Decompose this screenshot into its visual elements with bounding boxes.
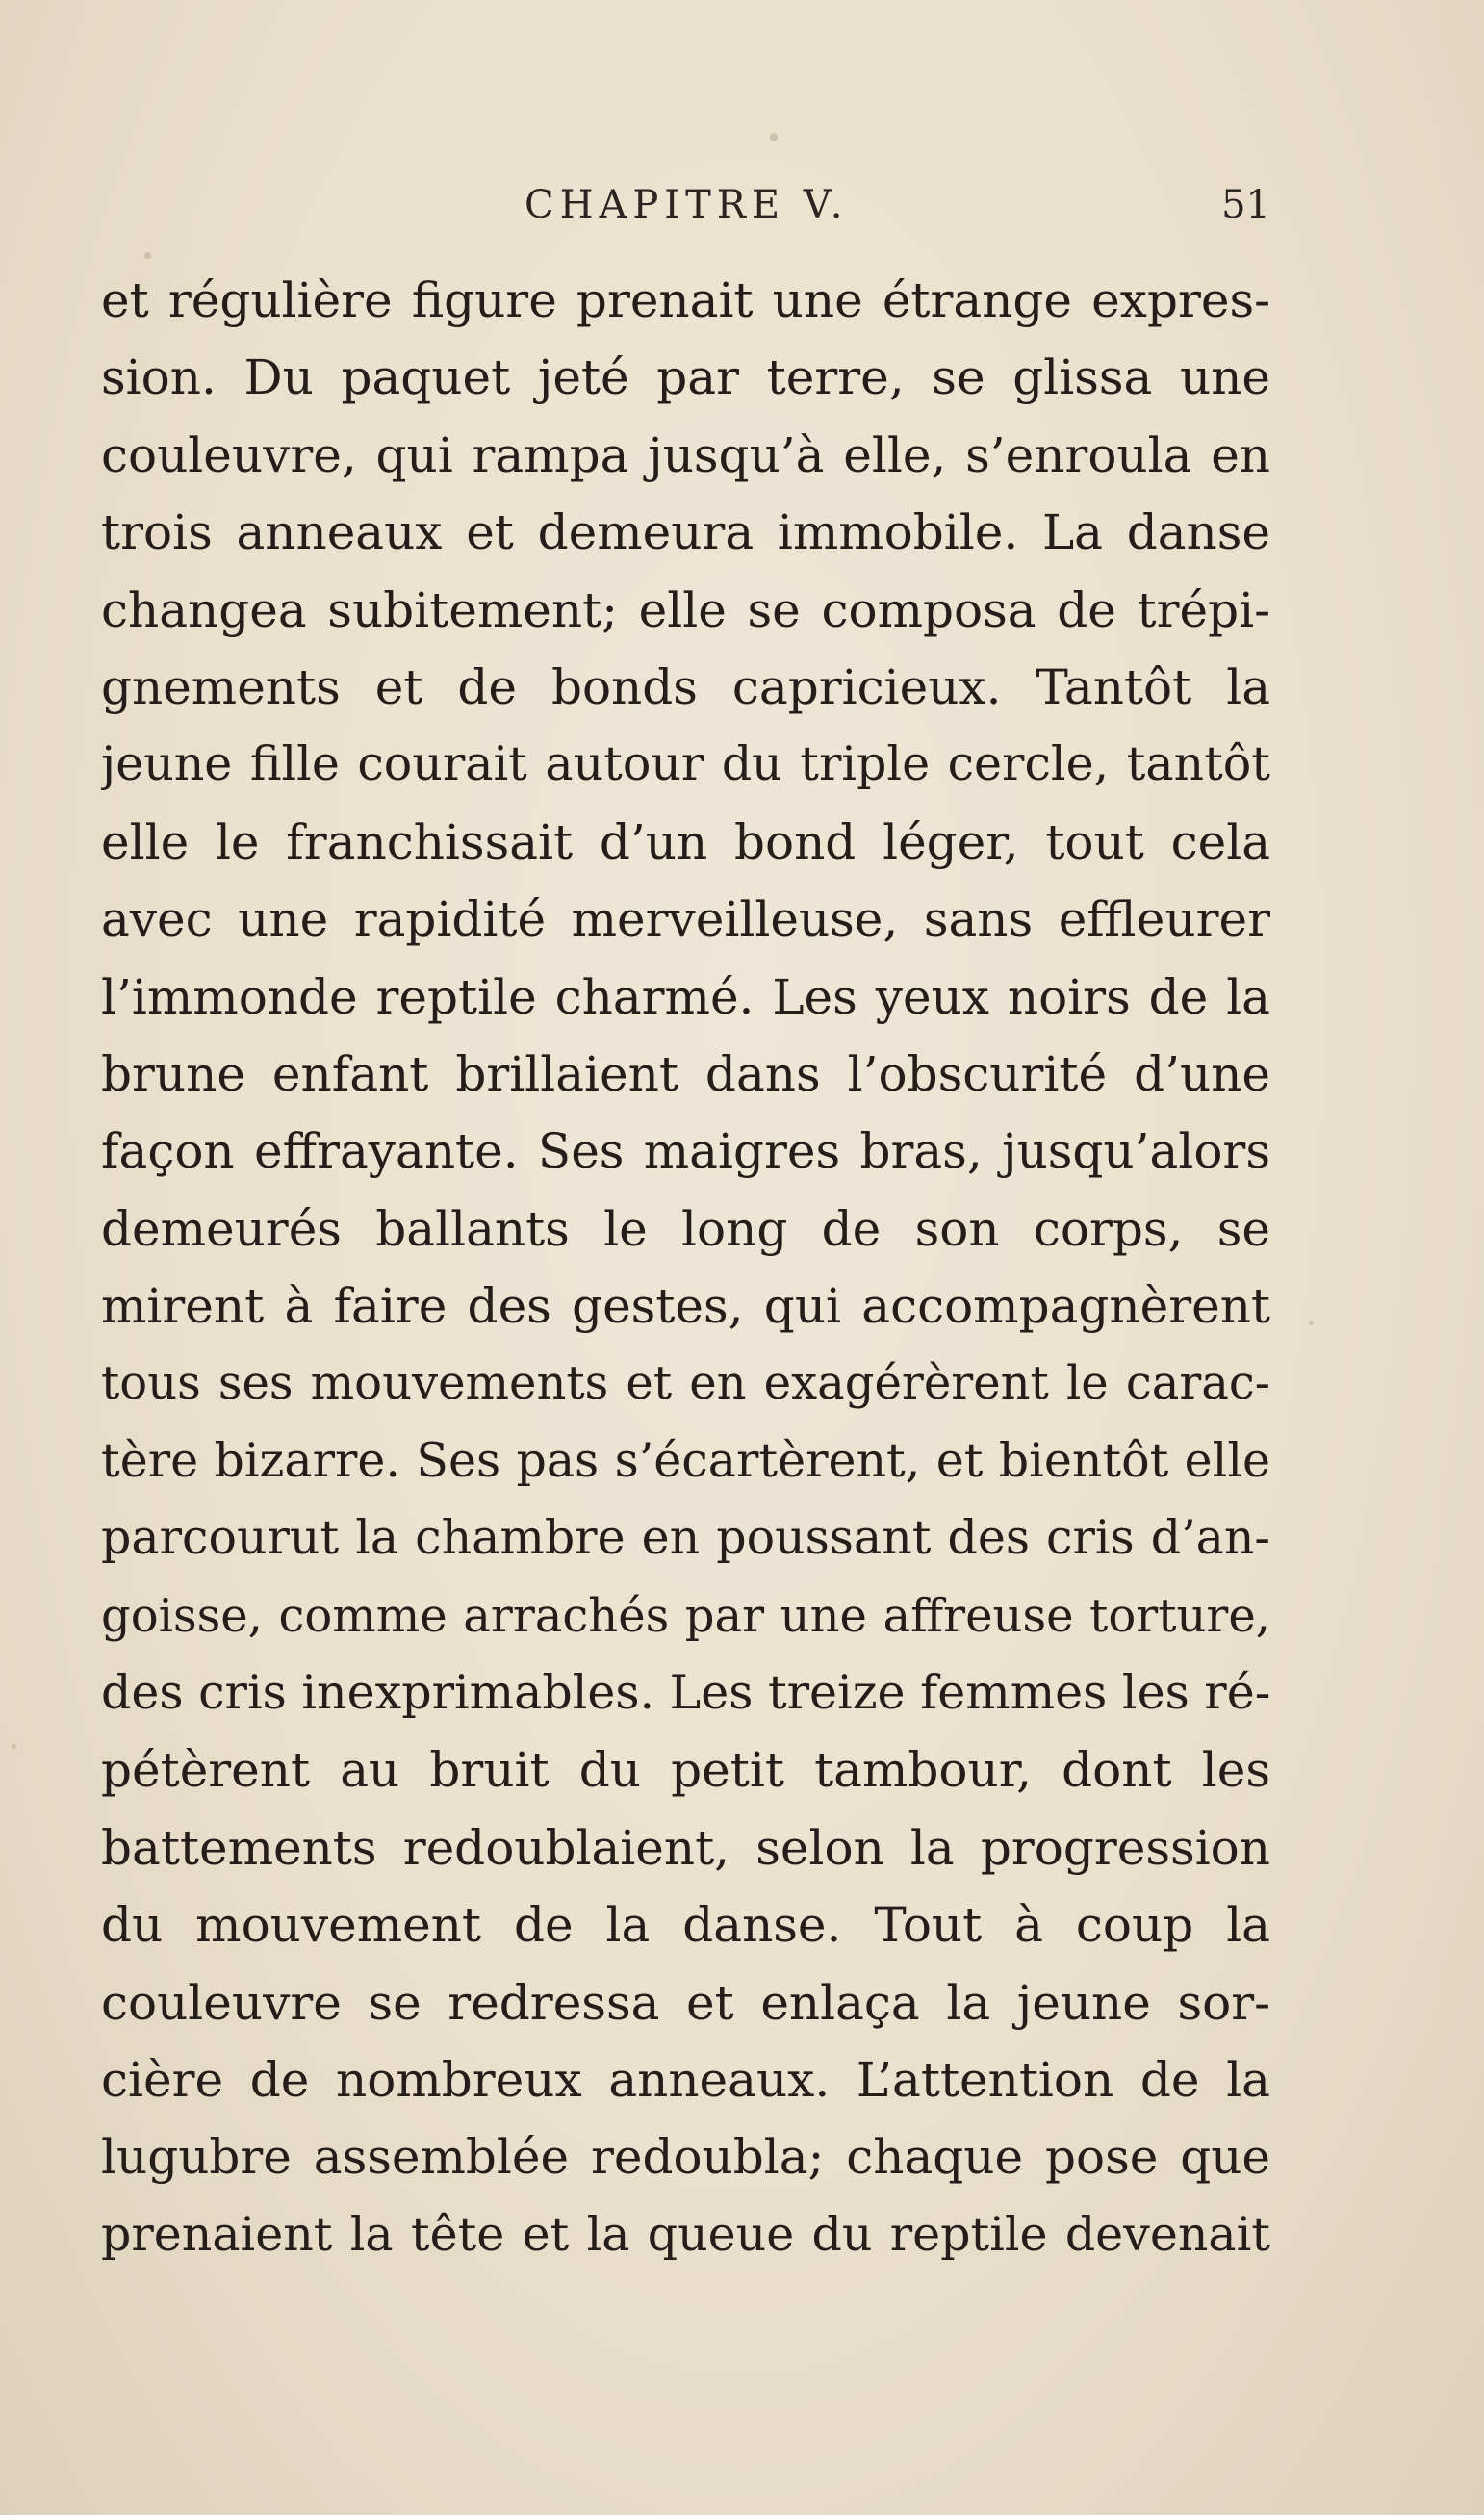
text-line: l’immonde reptile charmé. Les yeux noirs de la [101,968,1270,1025]
text-line: lugubre assemblée redoubla; chaque pose que [101,2129,1270,2186]
text-line: tous ses mouvements et en exagérèrent le carac- [101,1356,1270,1411]
text-line: tère bizarre. Ses pas s’écartèrent, et bientôt elle [101,1432,1270,1488]
text-line: sion. Du paquet jeté par terre, se glissa une [101,349,1270,406]
text-line: couleuvre se redressa et enlaça la jeune sor- [101,1974,1270,2031]
text-line: parcourut la chambre en poussant des cris d’an- [101,1510,1270,1566]
text-line: pétèrent au bruit du petit tambour, dont les [101,1742,1270,1799]
text-line: mirent à faire des gestes, qui accompagnèrent [101,1278,1270,1335]
paper-speck [770,133,778,141]
text-line: cière de nombreux anneaux. L’attention de la [101,2051,1270,2108]
text-line: battements redoublaient, selon la progression [101,1819,1270,1876]
text-line: prenaient la tête et la queue du reptile devenait [101,2206,1270,2262]
paper-speck [1309,1321,1314,1325]
paper-speck [144,252,151,259]
chapter-title: CHAPITRE V. [525,183,849,227]
text-line: goisse, comme arrachés par une affreuse torture, [101,1588,1270,1643]
text-line: couleuvre, qui rampa jusqu’à elle, s’enroula en [101,426,1270,483]
body-text [101,262,1270,2273]
text-line: demeurés ballants le long de son corps, se [101,1200,1270,1257]
page-number: 51 [1221,183,1270,227]
text-line: brune enfant brillaient dans l’obscurité d’une [101,1045,1270,1102]
text-line: gnements et de bonds capricieux. Tantôt la [101,658,1270,715]
text-line: des cris inexprimables. Les treize femmes les ré- [101,1665,1270,1721]
text-line: et régulière figure prenait une étrange expres- [101,272,1270,328]
text-line: trois anneaux et demeura immobile. La danse [101,504,1270,561]
text-line: avec une rapidité merveilleuse, sans effleurer [101,891,1270,948]
running-head [101,183,1270,241]
text-line: du mouvement de la danse. Tout à coup la [101,1897,1270,1954]
text-line: façon effrayante. Ses maigres bras, jusqu’alors [101,1123,1270,1180]
text-line: changea subitement; elle se composa de trépi- [101,581,1270,638]
text-line: jeune fille courait autour du triple cercle, tantôt [101,736,1270,792]
paper-speck [12,1744,16,1749]
text-line: elle le franchissait d’un bond léger, tout cela [101,813,1270,870]
